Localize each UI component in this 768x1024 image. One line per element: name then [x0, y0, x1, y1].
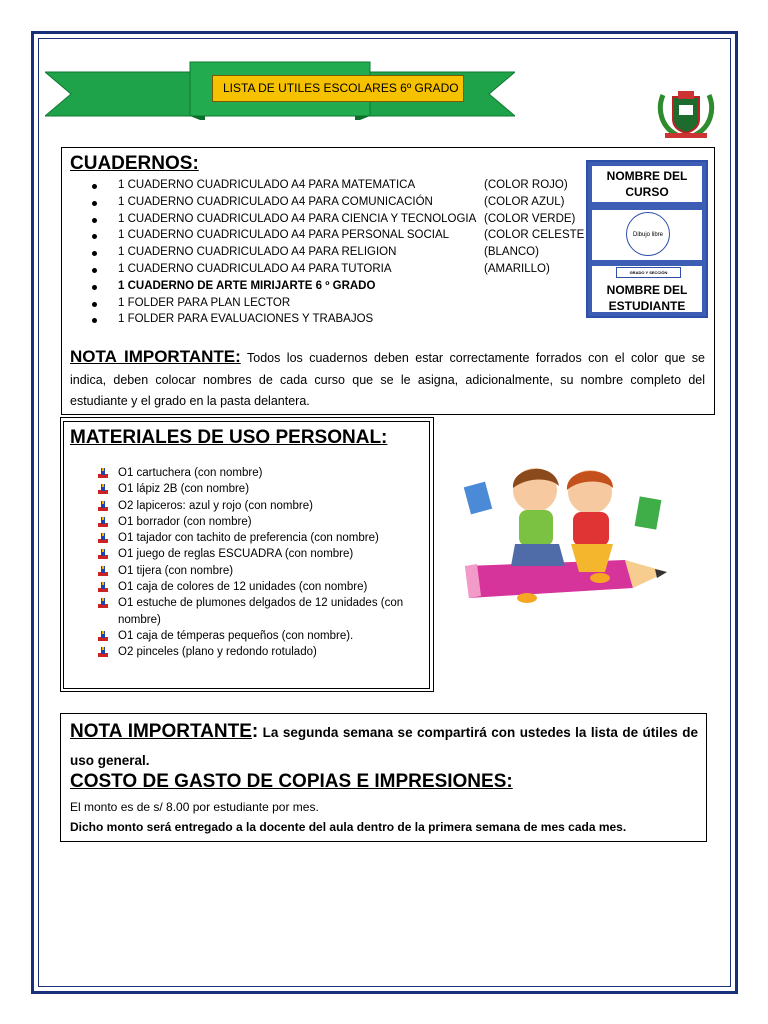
bullet-icon — [92, 218, 97, 223]
pencil-bullet-icon — [98, 549, 108, 559]
monto-line: El monto es de s/ 8.00 por estudiante por mes. — [70, 800, 319, 814]
pencil-bullet-icon — [98, 468, 108, 478]
kids-on-pencil-illustration — [455, 448, 670, 608]
school-logo — [655, 83, 717, 143]
item-color: (COLOR CELESTE — [484, 229, 585, 242]
item-text: 1 FOLDER PARA PLAN LECTOR — [118, 296, 291, 309]
list-item — [96, 481, 426, 497]
item-text: 1 CUADERNO CUADRICULADO A4 PARA RELIGION — [118, 246, 397, 259]
cover-student-name: NOMBRE DEL ESTUDIANTE — [606, 283, 688, 313]
item-text: 1 CUADERNO CUADRICULADO A4 PARA COMUNICACIÓN — [118, 195, 433, 208]
item-text: O1 juego de reglas ESCUADRA (con nombre) — [118, 548, 354, 561]
materiales-list — [96, 465, 426, 661]
bullet-icon — [92, 201, 97, 206]
cover-grade-strip: GRADO Y SECCIÓN — [616, 267, 681, 278]
nota-text: La segunda semana se compartirá con ustedes la lista de útiles de uso general. — [70, 725, 698, 768]
list-item — [96, 530, 426, 546]
pencil-bullet-icon — [98, 631, 108, 641]
notebook-cover-example — [586, 160, 708, 318]
bullet-icon — [92, 302, 97, 307]
cover-course-name: NOMBRE DEL CURSO — [606, 169, 688, 199]
item-color: (COLOR ROJO) — [484, 179, 568, 191]
item-text: 1 CUADERNO CUADRICULADO A4 PARA TUTORIA — [118, 262, 392, 275]
bullet-icon — [92, 184, 97, 189]
item-text: O1 caja de témperas pequeños (con nombre). — [118, 629, 354, 642]
pencil-bullet-icon — [98, 501, 108, 511]
entrega-line: Dicho monto será entregado a la docente del aula dentro de la primera semana de mes cada mes. — [70, 820, 627, 834]
pencil-bullet-icon — [98, 533, 108, 543]
list-item — [96, 498, 426, 514]
item-text: O1 cartuchera (con nombre) — [118, 467, 263, 479]
list-item — [96, 579, 426, 595]
cuadernos-heading: CUADERNOS: — [70, 153, 199, 174]
item-text: 1 FOLDER PARA EVALUACIONES Y TRABAJOS — [118, 313, 374, 326]
item-text: 1 CUADERNO DE ARTE MIRIJARTE 6 º GRADO — [118, 279, 376, 292]
item-text: 1 CUADERNO CUADRICULADO A4 PARA PERSONAL SOCIAL — [118, 229, 450, 242]
item-text: O1 tijera (con nombre) — [118, 564, 234, 577]
list-item — [96, 563, 426, 579]
nota-text: Todos los cuadernos deben estar correctamente forrados con el color que se indica, deben colocar nombres de cada curso que se le asigna, adicionalmente, su nombre completo del estudiante y el grado en la pasta delantera. — [70, 351, 705, 408]
nota-label: NOTA IMPORTANTE — [70, 721, 252, 742]
item-color: (COLOR AZUL) — [484, 195, 565, 208]
costo-heading: COSTO DE GASTO DE COPIAS E IMPRESIONES: — [70, 771, 513, 792]
nota-importante-1 — [70, 346, 705, 413]
item-color: (AMARILLO) — [484, 262, 550, 275]
list-item — [96, 546, 426, 562]
pencil-bullet-icon — [98, 647, 108, 657]
pencil-bullet-icon — [98, 582, 108, 592]
pencil-bullet-icon — [98, 517, 108, 527]
list-item — [96, 628, 426, 644]
cover-divider — [592, 202, 702, 210]
pencil-bullet-icon — [98, 566, 108, 576]
list-item — [96, 595, 426, 628]
item-text: O1 caja de colores de 12 unidades (con nombre) — [118, 581, 368, 594]
cover-drawing-circle: Dibujo libre — [626, 212, 670, 256]
pencil-bullet-icon — [98, 484, 108, 494]
bullet-icon — [92, 268, 97, 273]
item-text: O2 pinceles (plano y redondo rotulado) — [118, 646, 317, 659]
item-text: O1 lápiz 2B (con nombre) — [118, 483, 250, 496]
list-item — [96, 644, 426, 660]
banner-title: LISTA DE UTILES ESCOLARES 6º GRADO — [212, 75, 464, 102]
cover-divider — [592, 260, 702, 266]
materiales-heading: MATERIALES DE USO PERSONAL: — [70, 427, 388, 448]
pencil-bullet-icon — [98, 598, 108, 608]
bullet-icon — [92, 285, 97, 290]
item-text: 1 CUADERNO CUADRICULADO A4 PARA CIENCIA Y TECNOLOGIA — [118, 212, 477, 225]
list-item — [96, 514, 426, 530]
nota-importante-2 — [70, 718, 698, 775]
item-color: (BLANCO) — [484, 246, 539, 259]
item-text: O2 lapiceros: azul y rojo (con nombre) — [118, 499, 313, 512]
item-text: O1 tajador con tachito de preferencia (con nombre) — [118, 532, 379, 545]
list-item — [96, 465, 426, 481]
item-text: O1 borrador (con nombre) — [118, 515, 252, 528]
cover-page — [592, 166, 702, 312]
item-text: 1 CUADERNO CUADRICULADO A4 PARA MATEMATICA — [118, 179, 416, 191]
item-text: O1 estuche de plumones delgados de 12 unidades (con nombre) — [118, 597, 404, 626]
nota-colon: : — [251, 721, 259, 742]
item-color: (COLOR VERDE) — [484, 212, 576, 225]
nota-label: NOTA IMPORTANTE: — [70, 347, 241, 366]
